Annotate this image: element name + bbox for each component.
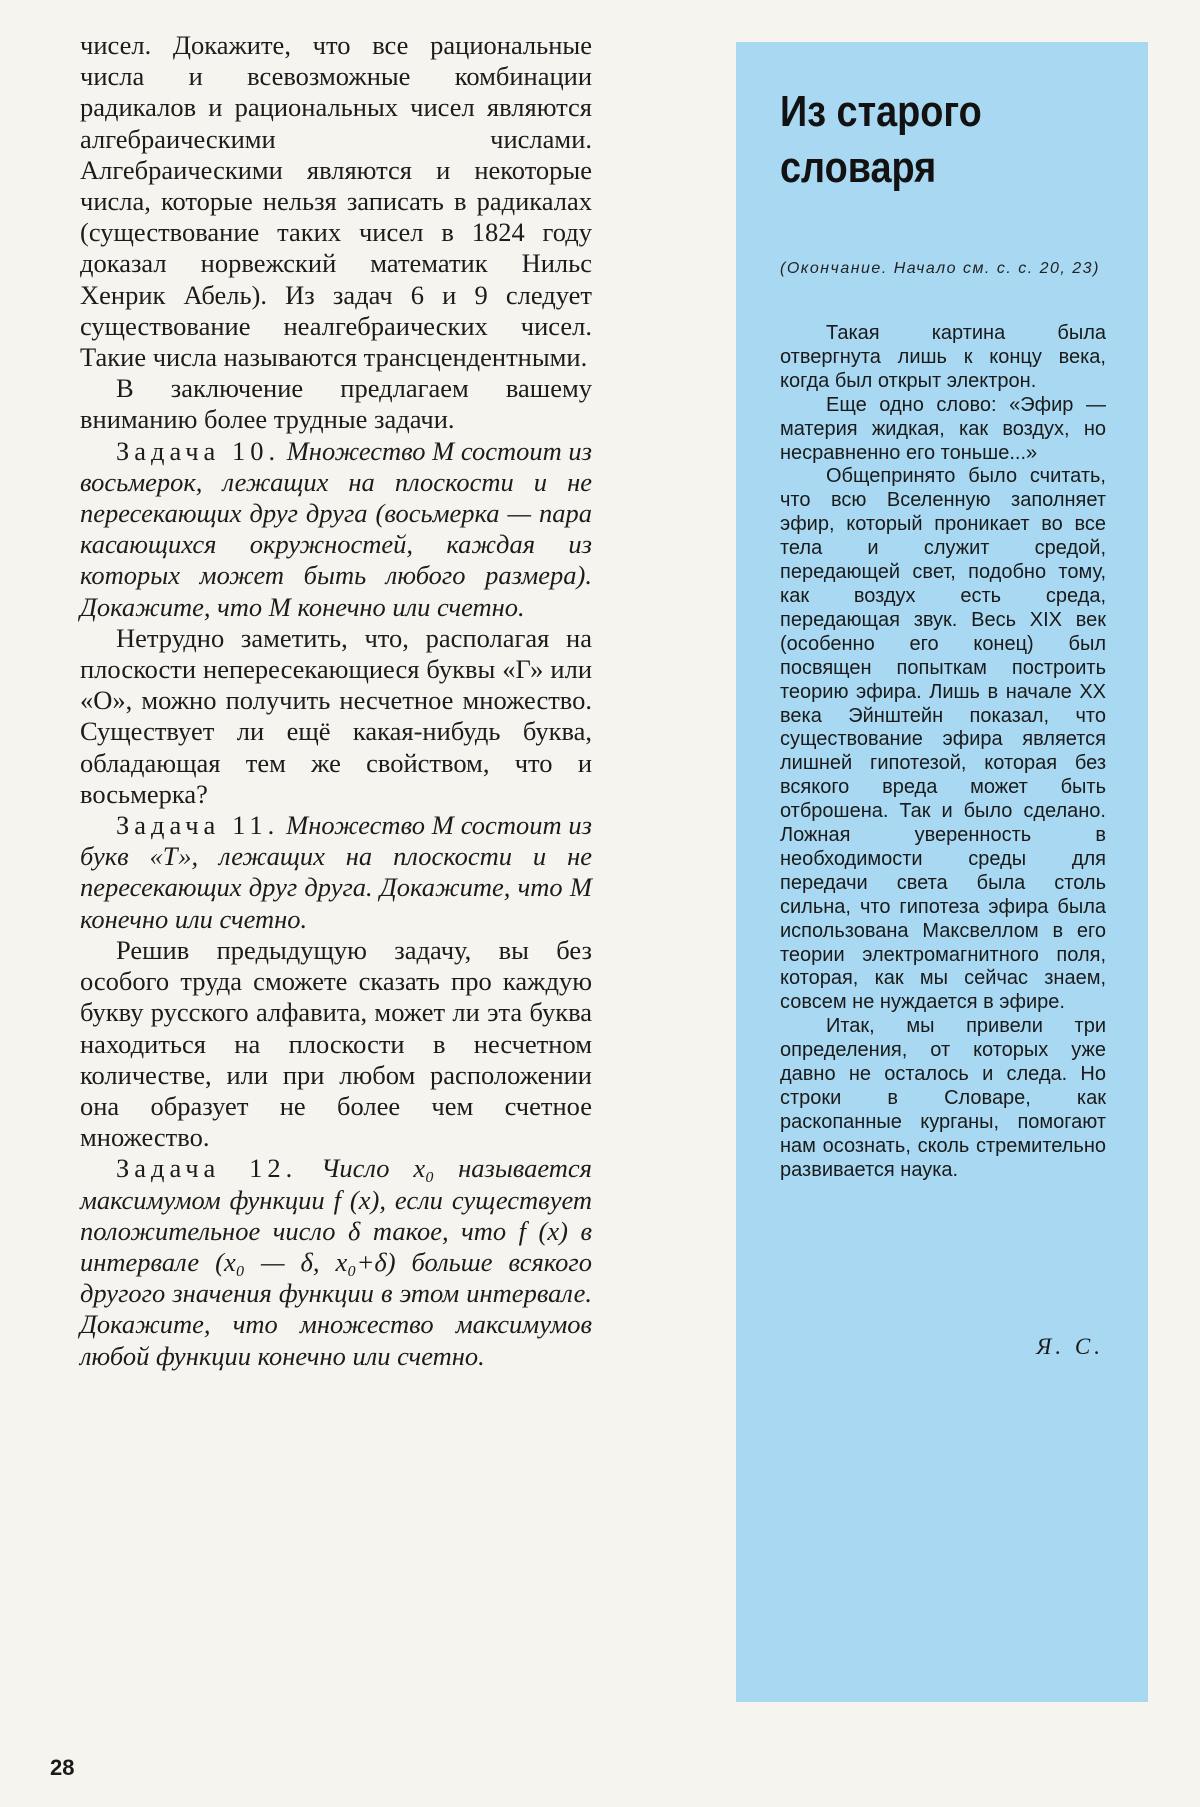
problem-12 [80,1153,592,1371]
sidebar-body [780,322,1106,1183]
sidebar-title: Из старого словаря [780,87,982,192]
problem-12-text: Число x₀ называется максимумом функции f (x), если существует положительное число δ такое, что f (x) в интервале (x₀ — δ, x₀+δ) больше всякого другого значения функции в этом интервале. Докажите, что множество максимумов любой функции конечно или счетно. [80,1153,592,1371]
problem-10 [80,436,592,623]
paragraph-letters-question: Нетрудно заметить, что, располагая на плоскости непересекающиеся буквы «Г» или «О», можно получить несчетное множество. Существует ли ещё какая-нибудь буква, обладающая тем же свойством, что и восьмерка? [80,622,592,809]
sidebar-paragraph: Такая картина была отвергнута лишь к концу века, когда был открыт электрон. [780,322,1106,392]
paragraph-algebraic-numbers: чисел. Докажите, что все рациональные числа и всевозможные комбинации радикалов и рациональных чисел являются алгебраическими числами. Алгебраическими являются и некоторые числа, которые нельзя записать в радикалах (существование таких чисел в 1824 году доказал норвежский математик Нильс Хенрик Абель). Из задач 6 и 9 следует существование неалгебраических чисел. Такие числа называются трансцендентными. [80,30,592,373]
sidebar-paragraph: Еще одно слово: «Эфир — материя жидкая, как воздух, но несравненно его тоньше...» [780,393,1106,464]
paragraph-alphabet: Решив предыдущую задачу, вы без особого труда сможете сказать про каждую букву русского алфавита, может ли эта буква находиться на плоскости в несчетном количестве, или при любом расположении она образует не более чем счетное множество. [80,934,592,1153]
problem-12-label: Задача 12. [116,1153,298,1184]
problem-11 [80,810,592,935]
problem-10-label: Задача 10. [116,435,281,466]
sidebar-continuation-note: (Окончание. Начало см. с. с. 20, 23) [780,260,1100,277]
paragraph-intro-hard-problems: В заключение предлагаем вашему вниманию более трудные задачи. [80,373,592,435]
problem-11-label: Задача 11. [116,810,280,841]
problem-10-text: Множество M состоит из восьмерок, лежащих на плоскости и не пересекающих друг друга (восьмерка — пара касающихся окружностей, каждая из которых может быть любого размера). Докажите, что M конечно или счетно. [80,435,593,622]
sidebar-box [736,42,1148,1702]
problem-11-text: Множество M состоит из букв «Т», лежащих на плоскости и не пересекающих друг друга. Докажите, что M конечно или счетно. [80,810,593,934]
sidebar-signature: Я. С. [1036,1334,1104,1359]
main-text-column [80,30,592,1372]
sidebar-paragraph: Общепринято было считать, что всю Вселенную заполняет эфир, который проникает во все тела и служит средой, передающей свет, подобно тому, как воздух есть среда, передающая звук. Весь XIX век (особенно его конец) был посвящен попыткам построить теорию эфира. Лишь в начале XX века Эйнштейн показал, что существование эфира является лишней гипотезой, которая без всякого вреда может быть отброшена. Так и было сделано. Ложная уверенность в необходимости среды для передачи света была столь сильна, что гипотеза эфира была использована Максвеллом в его теории электромагнитного поля, которая, как мы сейчас знаем, совсем не нуждается в эфире. [780,465,1106,1014]
page-number: 28 [50,1755,75,1780]
sidebar-paragraph: Итак, мы привели три определения, от которых уже давно не осталось и следа. Но строки в Словаре, как раскопанные курганы, помогают нам осознать, сколь стремительно развивается наука. [780,1015,1106,1181]
